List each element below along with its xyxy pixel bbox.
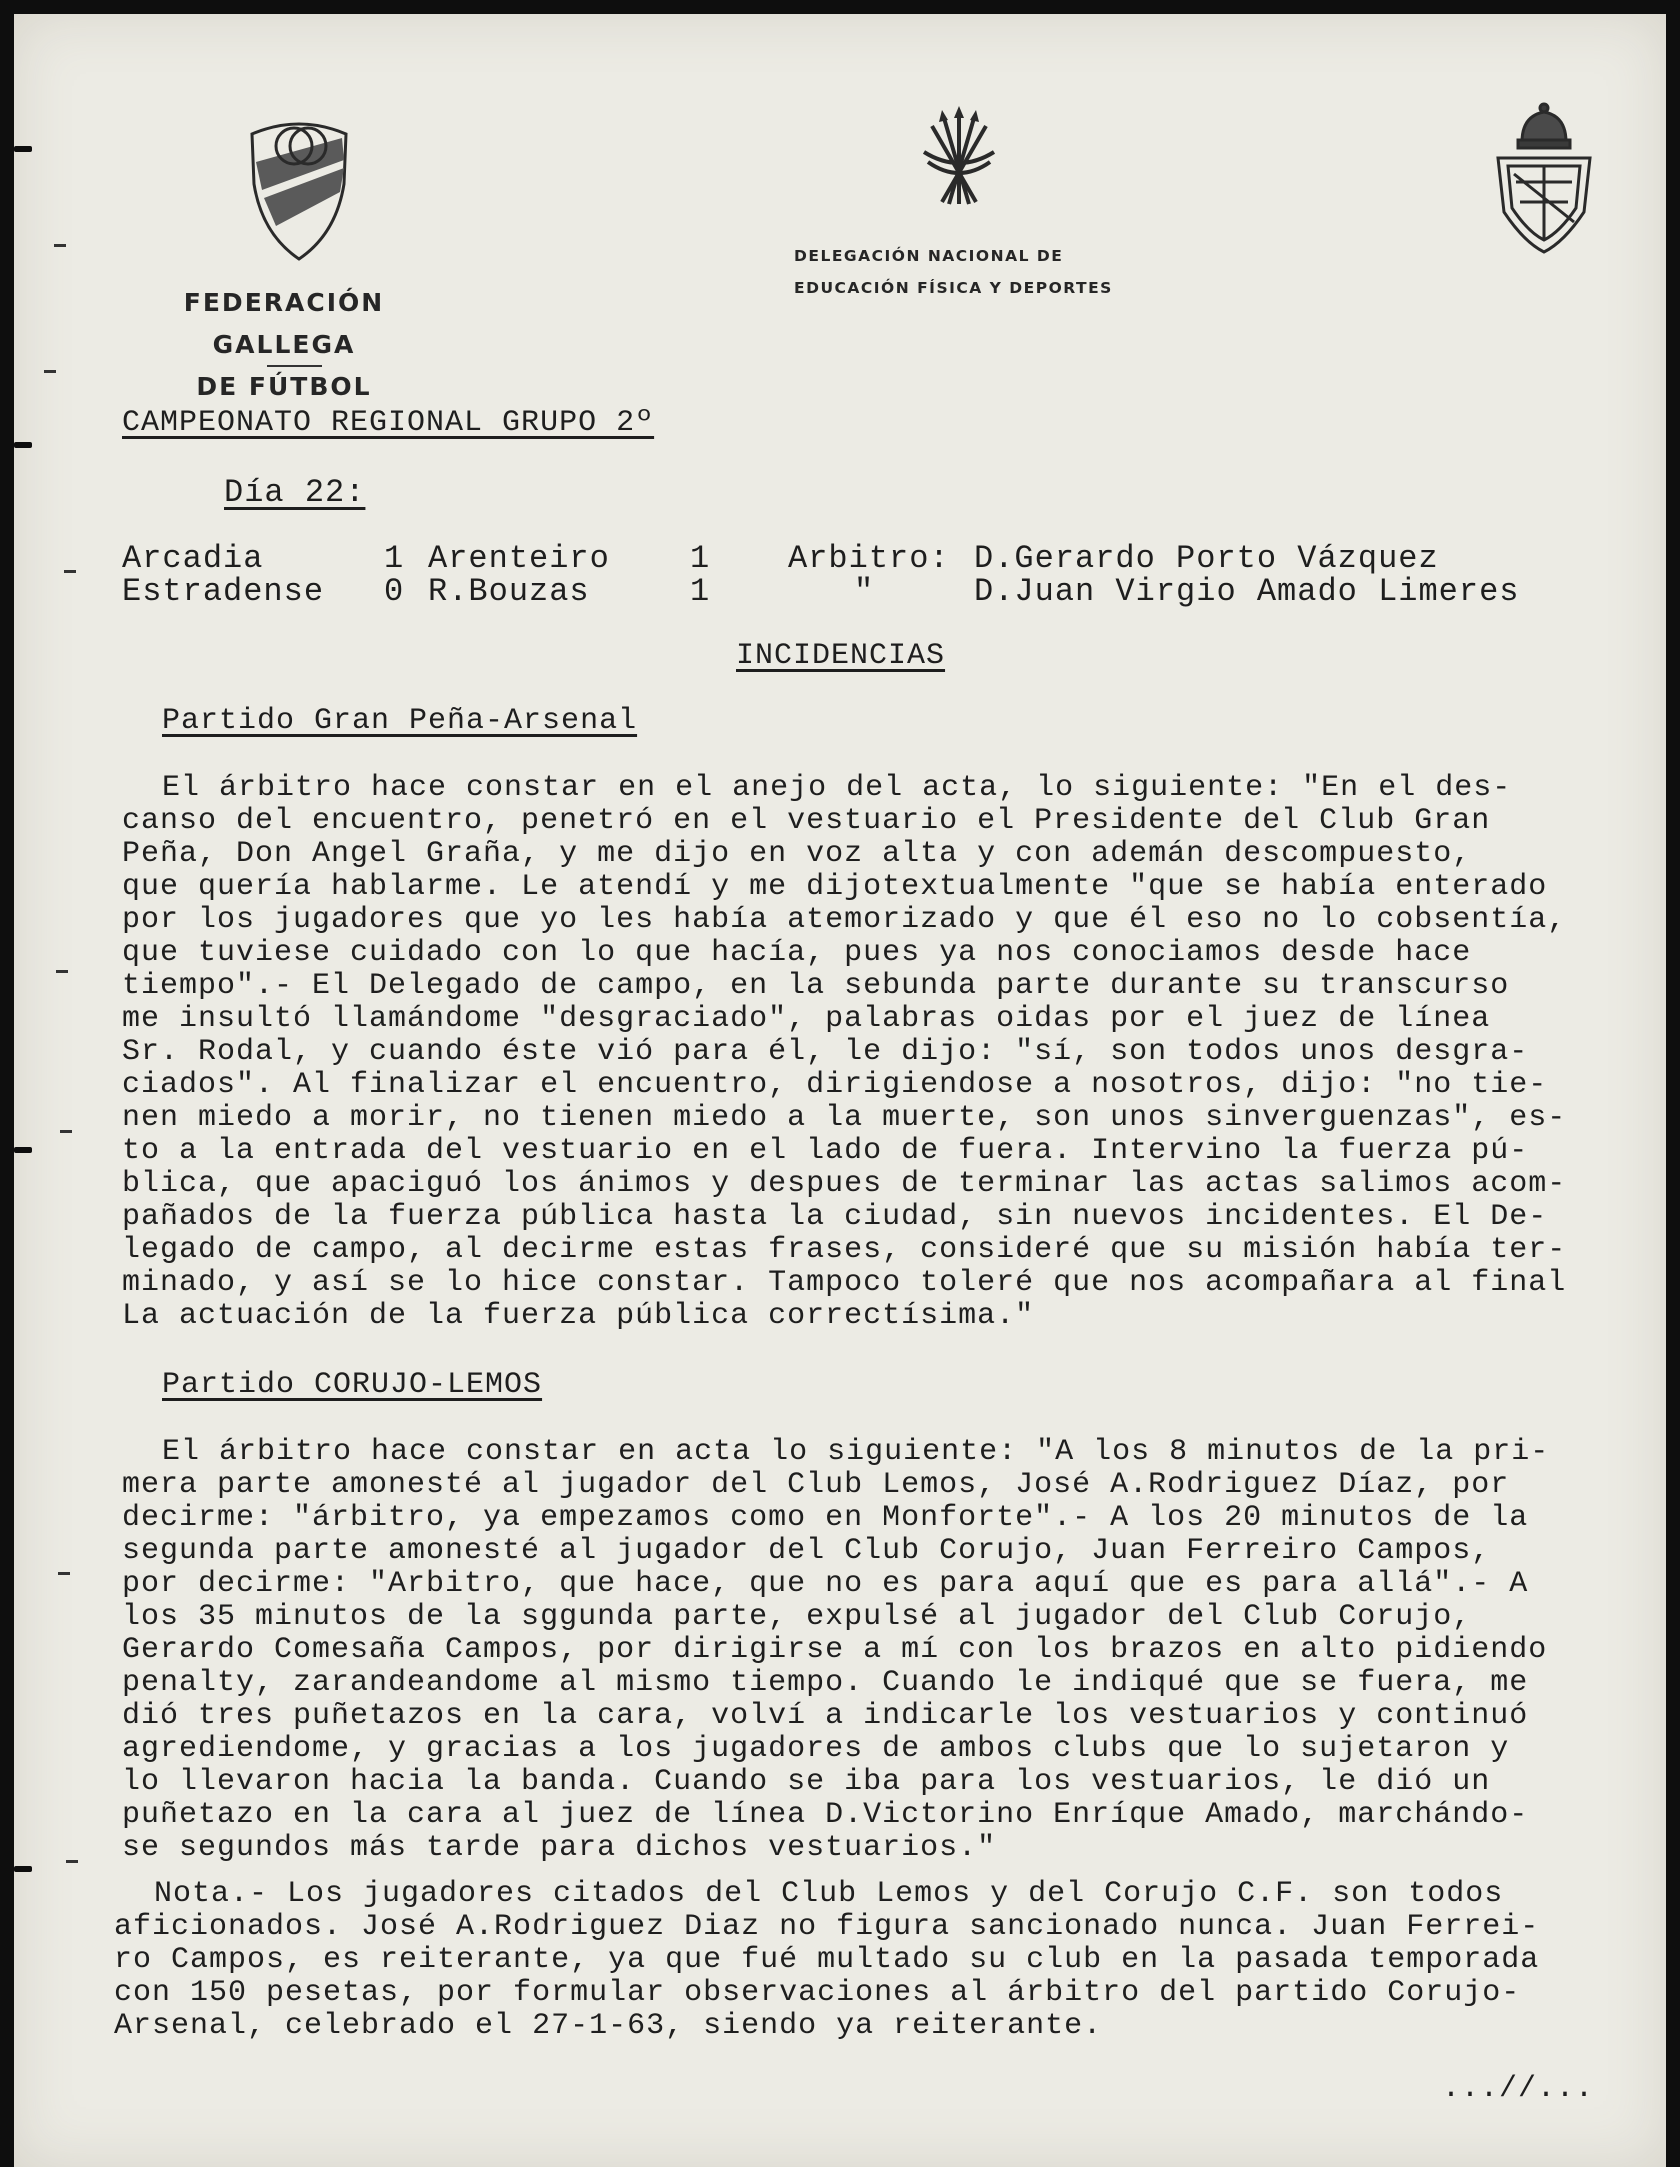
- note-line: aficionados. José A.Rodriguez Diaz no figura sancionado nunca. Juan Ferrei-: [114, 1910, 1540, 1944]
- report-line: canso del encuentro, penetró en el vestuario el Presidente del Club Gran: [122, 804, 1491, 838]
- match1-report: [122, 772, 1566, 1333]
- report-line: to a la entrada del vestuario en el lado de fuera. Intervino la fuerza pú-: [122, 1134, 1529, 1168]
- incidencias-heading: INCIDENCIAS: [736, 639, 946, 673]
- federation-line1: FEDERACIÓN GALLEGA: [183, 288, 385, 359]
- away-score: 1: [690, 573, 711, 610]
- report-line: me insultó llamándome "desgraciado", palabras oidas por el juez de línea: [122, 1002, 1491, 1036]
- day-heading: Día 22:: [224, 474, 366, 511]
- binder-hole: [14, 1866, 32, 1872]
- report-line: puñetazo en la cara al juez de línea D.Victorino Enríque Amado, marchándo-: [122, 1798, 1529, 1832]
- crowned-federation-emblem: [1484, 102, 1604, 262]
- away-team: Arenteiro: [428, 540, 610, 577]
- margin-mark: [58, 1572, 70, 1575]
- report-line: por decirme: "Arbitro, que hace, que no es para aquí que es para allá".- A: [122, 1567, 1529, 1601]
- report-line: que quería hablarme. Le atendí y me dijotextualmente "que se había enterado: [122, 870, 1548, 904]
- home-team: Estradense: [122, 573, 325, 610]
- referee-label: Arbitro:: [788, 540, 950, 577]
- margin-mark: [66, 1860, 78, 1863]
- away-team: R.Bouzas: [428, 573, 590, 610]
- federation-rule: [267, 365, 322, 367]
- report-line: Gerardo Comesaña Campos, por dirigirse a mí con los brazos en alto pidiendo: [122, 1633, 1548, 1667]
- delegation-line2: EDUCACIÓN FÍSICA Y DEPORTES: [794, 279, 1113, 297]
- home-score: 0: [384, 573, 405, 610]
- report-line: minado, y así se lo hice constar. Tampoco toleré que nos acompañara al final: [122, 1266, 1567, 1300]
- note-line: ro Campos, es reiterante, ya que fué multado su club en la pasada temporada: [114, 1943, 1540, 1977]
- yoke-and-arrows-emblem: [914, 104, 1004, 214]
- binder-hole: [14, 1147, 32, 1153]
- report-line: agrediendome, y gracias a los jugadores de ambos clubs que lo sujetaron y: [122, 1732, 1510, 1766]
- report-line: por los jugadores que yo les había atemorizado y que él eso no lo cobsentía,: [122, 903, 1567, 937]
- report-line: blica, que apaciguó los ánimos y despues de terminar las actas salimos acom-: [122, 1167, 1567, 1201]
- match1-title: Partido Gran Peña-Arsenal: [162, 704, 638, 738]
- home-score: 1: [384, 540, 405, 577]
- report-line: penalty, zarandeandome al mismo tiempo. Cuando le indiqué que se fuera, me: [122, 1666, 1529, 1700]
- referee-name: D.Juan Virgio Amado Limeres: [974, 573, 1520, 610]
- report-line: Peña, Don Angel Graña, y me dijo en voz alta y con ademán descompuesto,: [122, 837, 1472, 871]
- report-line: legado de campo, al decirme estas frases, consideré que su misión había ter-: [122, 1233, 1567, 1267]
- match2-title: Partido CORUJO-LEMOS: [162, 1368, 543, 1402]
- referee-name: D.Gerardo Porto Vázquez: [974, 540, 1439, 577]
- document-page: [14, 14, 1666, 2167]
- report-line: los 35 minutos de la sggunda parte, expulsé al jugador del Club Corujo,: [122, 1600, 1472, 1634]
- report-line: nen miedo a morir, no tienen miedo a la muerte, son unos sinverguenzas", es-: [122, 1101, 1567, 1135]
- report-line: Sr. Rodal, y cuando éste vió para él, le dijo: "sí, son todos unos desgra-: [122, 1035, 1529, 1069]
- report-line: ciados". Al finalizar el encuentro, dirigiendose a nosotros, dijo: "no tie-: [122, 1068, 1548, 1102]
- match2-report: [122, 1436, 1549, 1865]
- referee-label: ": [854, 573, 875, 610]
- report-line: lo llevaron hacia la banda. Cuando se iba para los vestuarios, le dió un: [122, 1765, 1491, 1799]
- continuation-mark: ...//...: [1442, 2072, 1595, 2106]
- delegation-name: [794, 240, 1134, 304]
- report-line: dió tres puñetazos en la cara, volví a indicarle los vestuarios y continuó: [122, 1699, 1529, 1733]
- margin-mark: [64, 570, 76, 573]
- binder-hole: [14, 442, 32, 448]
- note-line: con 150 pesetas, por formular observaciones al árbitro del partido Corujo-: [114, 1976, 1521, 2010]
- federation-line2: DE FÚTBOL: [196, 372, 372, 401]
- report-line: mera parte amonesté al jugador del Club Lemos, José A.Rodriguez Díaz, por: [122, 1468, 1510, 1502]
- margin-mark: [56, 970, 68, 973]
- report-line: pañados de la fuerza pública hasta la ciudad, sin nuevos incidentes. El De-: [122, 1200, 1548, 1234]
- report-line: que tuviese cuidado con lo que hacía, pues ya nos conociamos desde hace: [122, 936, 1472, 970]
- note-line: Nota.- Los jugadores citados del Club Lemos y del Corujo C.F. son todos: [154, 1877, 1504, 1911]
- report-line: La actuación de la fuerza pública correctísima.": [122, 1299, 1035, 1333]
- delegation-line1: DELEGACIÓN NACIONAL DE: [794, 247, 1064, 265]
- margin-mark: [44, 370, 56, 373]
- report-line: tiempo".- El Delegado de campo, en la sebunda parte durante su transcurso: [122, 969, 1510, 1003]
- home-team: Arcadia: [122, 540, 264, 577]
- note-line: Arsenal, celebrado el 27-1-63, siendo ya reiterante.: [114, 2009, 1103, 2043]
- report-line: se segundos más tarde para dichos vestuarios.": [122, 1831, 997, 1865]
- federation-name: [114, 282, 454, 408]
- report-line: segunda parte amonesté al jugador del Club Corujo, Juan Ferreiro Campos,: [122, 1534, 1491, 1568]
- margin-mark: [60, 1130, 72, 1133]
- margin-mark: [54, 244, 66, 247]
- report-line: El árbitro hace constar en el anejo del acta, lo siguiente: "En el des-: [162, 771, 1512, 805]
- federation-shield-logo: [244, 114, 354, 264]
- championship-heading: CAMPEONATO REGIONAL GRUPO 2º: [122, 406, 655, 440]
- binder-hole: [14, 146, 32, 152]
- report-line: El árbitro hace constar en acta lo siguiente: "A los 8 minutos de la pri-: [162, 1435, 1550, 1469]
- away-score: 1: [690, 540, 711, 577]
- report-line: decirme: "árbitro, ya empezamos como en Monforte".- A los 20 minutos de la: [122, 1501, 1529, 1535]
- note-block: [114, 1878, 1539, 2043]
